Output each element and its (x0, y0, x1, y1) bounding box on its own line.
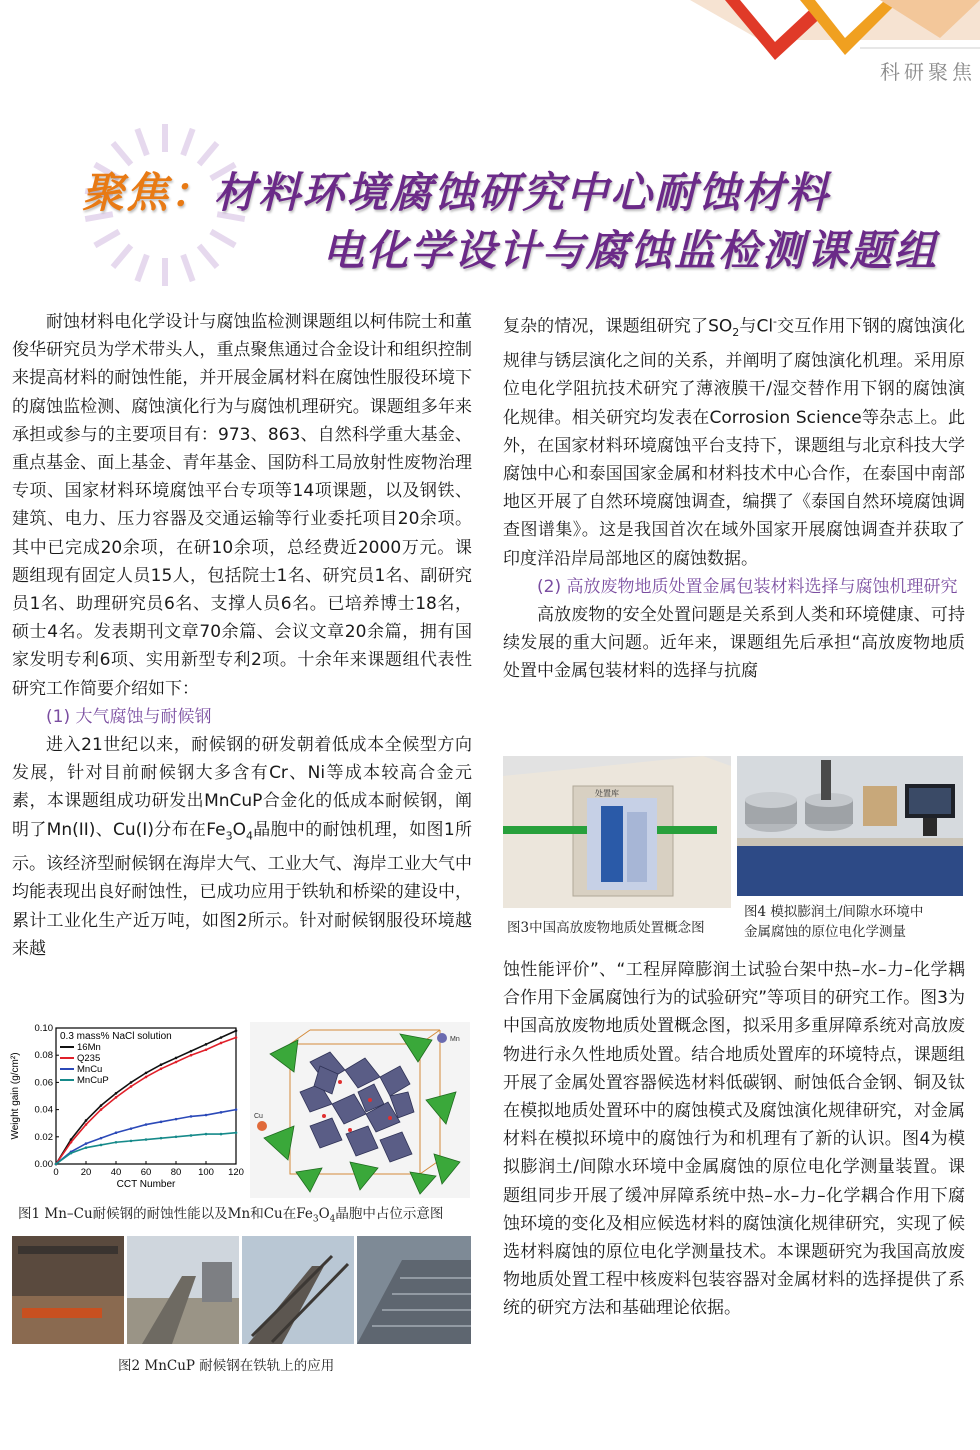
y-tick-label: 0.04 (34, 1104, 53, 1116)
p1-subscript-4: 4 (245, 829, 253, 843)
data-point-16mn (115, 1092, 118, 1095)
data-point-mncu (85, 1142, 88, 1145)
data-point-16mn (205, 1043, 208, 1046)
figure1-weight-gain-chart (8, 1022, 244, 1198)
photo-bridge-frame (242, 1236, 354, 1344)
photo-steel-deck (357, 1236, 471, 1344)
data-point-16mn (130, 1081, 133, 1084)
data-point-16mn (160, 1063, 163, 1066)
data-point-q235 (100, 1108, 103, 1111)
data-point-mncu (145, 1123, 148, 1126)
left-column (12, 308, 472, 963)
data-point-q235 (205, 1048, 208, 1051)
x-tick-label: 100 (198, 1167, 214, 1178)
data-point-mncup (100, 1144, 103, 1147)
data-point-q235 (190, 1054, 193, 1057)
title-line-2: 电化学设计与腐蚀监检测课题组 (322, 226, 939, 275)
y-tick-label: 0.06 (34, 1077, 53, 1089)
figure1-caption (18, 1204, 478, 1230)
data-point-q235 (145, 1076, 148, 1079)
fig4-caption-line1: 图4 模拟膨润土/间隙水环境中 (744, 904, 924, 920)
y-tick-label: 0.10 (34, 1023, 53, 1034)
hlw-research-paragraph: 蚀性能评价”、“工程屏障膨润土试验台架中热–水–力–化学耦合作用下金属腐蚀行为的试验研究”等项目的研究工作。图3为中国高放废物地质处置概念图，拟采用多重屏障系统对高放废物进行永久性地质处置。结合地质处置库的环境特点，课题组开展了金属处置容器候选材料低碳钢、耐蚀低合金钢、铜及钛在模拟地质处置环中的腐蚀模式及腐蚀演化规律研究，对金属材料在模拟环境中的腐蚀行为和机理有了新的认识。图4为模拟膨润土/间隙水环境中金属腐蚀的原位电化学测量装置。课题组同步开展了缓冲屏障系统中热–水–力–化学耦合作用下腐蚀环境的变化及相应候选材料的腐蚀演化规律研究，实现了候选材料腐蚀的原位电化学测量技术。本课题研究为我国高放废物地质处置工程中核废料包装容器对金属材料的选择提供了系统的研究方法和基础理论依据。 (503, 960, 965, 1319)
data-point-q235 (160, 1068, 163, 1071)
fig1-caption-a: 图1 Mn–Cu耐候钢的耐蚀性能以及Mn和Cu在Fe (18, 1206, 313, 1222)
data-point-q235 (70, 1141, 73, 1144)
data-point-mncup (175, 1136, 178, 1139)
so2-text-c: 交互作用下钢的腐蚀演化规律与锈层演化之间的关系，并阐明了腐蚀演化机理。采用原位电化学阻抗技术研究了薄液膜干/湿交替作用下钢的腐蚀演化规律。相关研究均发表在Corrosion Science等杂志上。此外，在国家材料环境腐蚀平台支持下，课题组与北京科技大学腐蚀中心和泰国国家金属和材料技术中心合作，在泰国中南部地区开展了自然环境腐蚀调查，编撰了《泰国自然环境腐蚀调查图谱集》。这是我国首次在域外国家开展腐蚀调查并获取了印度洋沿岸局部地区的腐蚀数据。 (503, 316, 966, 569)
data-point-mncu (115, 1131, 118, 1134)
figure1-crystal-structure (250, 1022, 470, 1198)
photo-rail-yard (127, 1236, 239, 1344)
data-point-q235 (175, 1061, 178, 1064)
fig1-caption-c: 晶胞中占位示意图 (335, 1206, 444, 1222)
data-point-q235 (235, 1036, 238, 1039)
photo-steel-mill (12, 1236, 124, 1344)
data-point-16mn (100, 1104, 103, 1107)
x-tick-label: 60 (140, 1167, 152, 1178)
data-point-16mn (190, 1050, 193, 1053)
p1-text-a: 进入21世纪以来，耐候钢的研发朝着低成本全候型方向发展，针对目前耐候钢大多含有Cr、Ni等成本较高合金元素，本课题组成功研发出MnCuP合金化的低成本耐候钢，阐明了Mn(II)、Cu(I)分布在Fe (12, 735, 472, 840)
data-point-mncup (85, 1146, 88, 1149)
title-prefix: 聚焦： (82, 168, 215, 217)
crystal-label-cu: Cu (254, 1113, 263, 1120)
right-column-upper (503, 308, 965, 686)
figure3-disposal-concept (503, 756, 731, 908)
weathering-steel-paragraph (12, 731, 472, 963)
so2-text-a: 复杂的情况，课题组研究了SO (503, 316, 733, 337)
data-point-16mn (235, 1029, 238, 1032)
x-axis-label: CCT Number (116, 1179, 176, 1190)
data-point-16mn (145, 1072, 148, 1075)
data-point-mncu (160, 1121, 163, 1124)
data-point-mncup (160, 1137, 163, 1140)
data-point-mncup (115, 1141, 118, 1144)
data-point-mncu (235, 1108, 238, 1111)
x-tick-label: 0 (53, 1167, 59, 1178)
so2-subscript: 2 (732, 326, 740, 340)
y-tick-label: 0.02 (34, 1131, 53, 1143)
data-point-mncu (205, 1114, 208, 1117)
title-line-1 (82, 160, 830, 220)
data-point-mncup (190, 1134, 193, 1137)
title-block (0, 120, 980, 290)
figure4-lab-apparatus (737, 756, 963, 896)
data-point-mncu (220, 1111, 223, 1114)
data-point-mncu (130, 1127, 133, 1130)
data-point-mncup (145, 1138, 148, 1141)
section-label: 科研聚焦 (880, 60, 976, 84)
corner-decoration (0, 0, 980, 110)
data-point-q235 (220, 1042, 223, 1045)
chart-title: 0.3 mass% NaCl solution (60, 1031, 172, 1042)
figure2-caption: 图2 MnCuP 耐候钢在铁轨上的应用 (118, 1358, 335, 1374)
data-point-mncu (190, 1115, 193, 1118)
crystal-label-mn: Mn (450, 1036, 460, 1043)
data-point-q235 (130, 1085, 133, 1088)
figure4-caption (744, 902, 923, 942)
data-point-mncu (100, 1137, 103, 1140)
right-column-lower (503, 956, 965, 1323)
fig1-caption-b: O (318, 1206, 330, 1222)
x-tick-label: 40 (110, 1167, 122, 1178)
p1-subscript-3: 3 (225, 829, 233, 843)
x-tick-label: 120 (228, 1167, 244, 1178)
cl-superscript: - (773, 315, 778, 328)
legend-label-mncu: MnCu (77, 1064, 103, 1075)
data-point-16mn (175, 1057, 178, 1060)
data-point-16mn (85, 1119, 88, 1122)
hlw-intro-paragraph: 高放废物的安全处置问题是关系到人类和环境健康、可持续发展的重大问题。近年来，课题组先后承担“高放废物地质处置中金属包装材料的选择与抗腐 (503, 605, 965, 682)
data-point-mncup (220, 1133, 223, 1136)
subheading-atmospheric-corrosion: (1) 大气腐蚀与耐候钢 (46, 706, 212, 727)
data-point-mncu (175, 1118, 178, 1121)
data-point-mncup (130, 1140, 133, 1143)
p1-text-b: O (232, 819, 246, 840)
x-tick-label: 20 (80, 1167, 92, 1178)
y-tick-label: 0.08 (34, 1050, 53, 1062)
data-point-q235 (115, 1096, 118, 1099)
fig1-caption-sub3: 3 (312, 1214, 319, 1225)
p1-text-c: 晶胞中的耐蚀机理，如图1所示。该经济型耐候钢在海岸大气、工业大气、海岸工业大气中均能表现出良好耐蚀性，已成功应用于铁轨和桥梁的建设中，累计工业化生产近万吨，如图2所示。针对耐候钢服役环境越来越 (12, 819, 472, 959)
intro-paragraph: 耐蚀材料电化学设计与腐蚀监检测课题组以柯伟院士和董俊华研究员为学术带头人，重点聚焦通过合金设计和组织控制来提高材料的耐蚀性能，并开展金属材料在腐蚀性服役环境下的腐蚀监检测、腐蚀演化行为与腐蚀机理研究。课题组多年来承担或参与的主要项目有：973、863、自然科学重大基金、重点基金、面上基金、青年基金、国防科工局放射性废物治理专项、国家材料环境腐蚀平台专项等14项课题，以及钢铁、建筑、电力、压力容器及交通运输等行业委托项目20余项。其中已完成20余项，在研10余项，总经费近2000万元。课题组现有固定人员15人，包括院士1名、研究员1名、副研究员1名、助理研究员6名、支撑人员6名。已培养博士18名，硕士4名。发表期刊文章70余篇、会议文章20余篇，拥有国家发明专利6项、实用新型专利2项。十余年来课题组代表性研究工作简要介绍如下： (12, 312, 472, 699)
y-axis-label: Weight gain (g/cm²) (10, 1052, 21, 1140)
legend-label-mncup: MnCuP (77, 1075, 109, 1086)
data-point-16mn (220, 1036, 223, 1039)
subheading-hlw-disposal: (2) 高放废物地质处置金属包装材料选择与腐蚀机理研究 (537, 576, 958, 597)
data-point-mncup (70, 1152, 73, 1155)
so2-cl-paragraph (503, 308, 965, 573)
title-text-1: 材料环境腐蚀研究中心耐蚀材料 (214, 168, 831, 217)
fig4-caption-line2: 金属腐蚀的原位电化学测量 (744, 924, 906, 940)
y-tick-label: 0.00 (34, 1159, 53, 1170)
legend-label-q235: Q235 (77, 1053, 101, 1064)
fig1-caption-sub4: 4 (329, 1214, 336, 1225)
so2-text-b: 与Cl (739, 316, 774, 337)
figure2-railway-photos (12, 1236, 471, 1344)
data-point-mncup (235, 1131, 238, 1134)
data-point-q235 (85, 1123, 88, 1126)
legend-label-16mn: 16Mn (77, 1042, 101, 1053)
x-tick-label: 80 (170, 1167, 182, 1178)
data-point-mncup (55, 1163, 58, 1166)
data-point-mncup (205, 1133, 208, 1136)
figure3-caption: 图3中国高放废物地质处置概念图 (507, 920, 705, 936)
fig3-label: 处置库 (595, 789, 619, 798)
